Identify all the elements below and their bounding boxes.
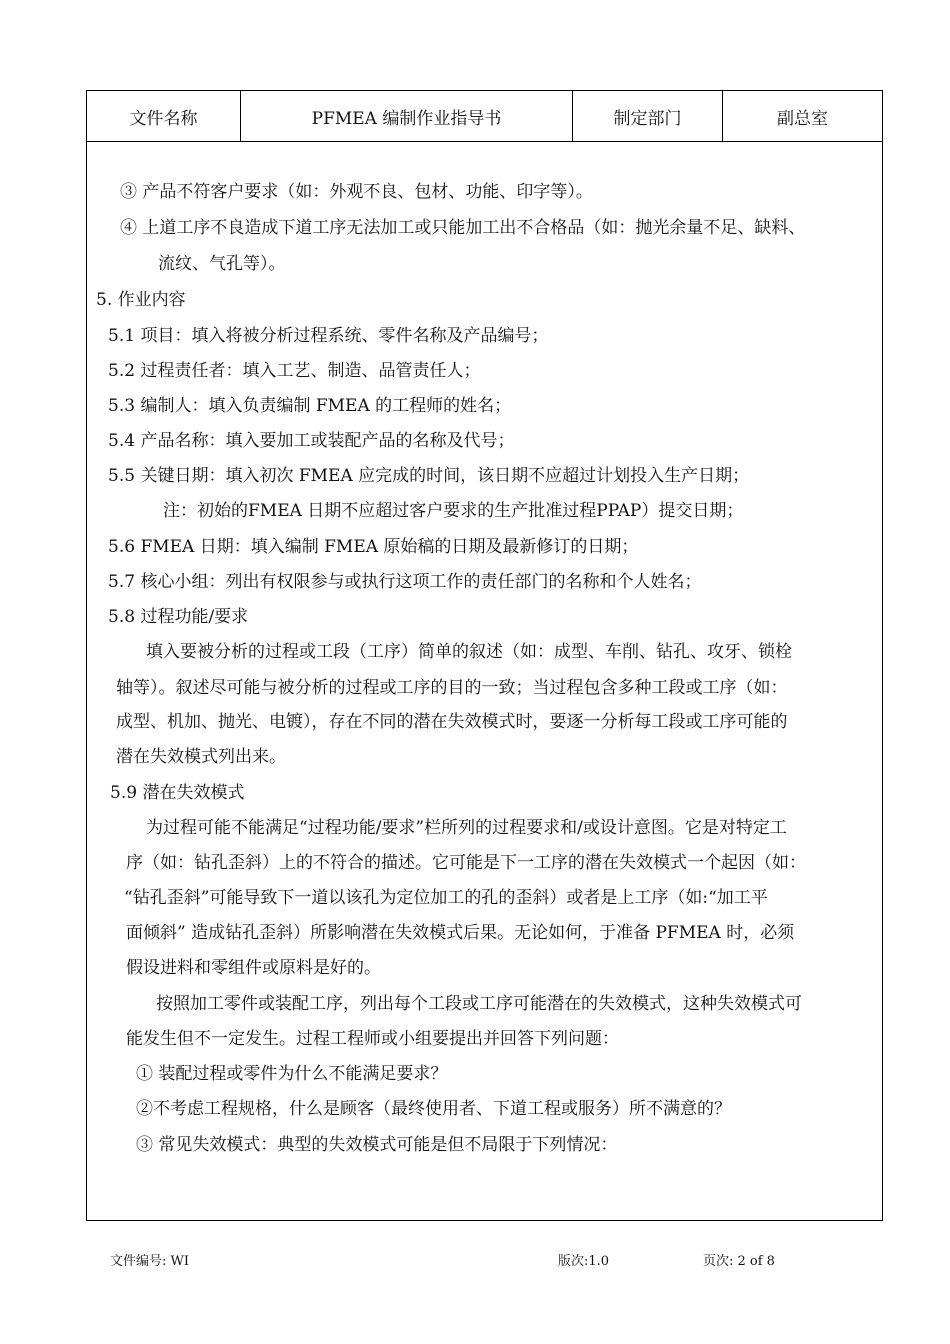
body-line: 5.2 过程责任者：填入工艺、制造、品管责任人；: [108, 361, 481, 381]
body-line: 5.4 产品名称：填入要加工或装配产品的名称及代号；: [108, 431, 515, 451]
body-line: ③ 产品不符客户要求（如：外观不良、包材、功能、印字等）。: [120, 182, 593, 202]
note-line: 注：初始的FMEA 日期不应超过客户要求的生产批准过程PPAP）提交日期；: [163, 501, 744, 521]
body-line: “钻孔歪斜”可能导致下一道以该孔为定位加工的孔的歪斜）或者是上工序（如:“加工平: [124, 888, 768, 908]
doc-name-value: PFMEA 编制作业指导书: [241, 91, 573, 141]
body-line: 轴等）。叙述尽可能与被分析的过程或工序的目的一致；当过程包含多种工段或工序（如：: [116, 678, 788, 698]
footer-page: 页次: 2 of 8: [703, 1254, 775, 1269]
body-line: 填入要被分析的过程或工段（工序）简单的叙述（如：成型、车削、钻孔、攻牙、锁栓: [146, 642, 792, 662]
body-line: 潜在失效模式列出来。: [116, 747, 286, 767]
doc-name-label: 文件名称: [87, 91, 241, 141]
body-line: ④ 上道工序不良造成下道工序无法加工或只能加工出不合格品（如：抛光余量不足、缺料、: [120, 218, 806, 238]
section-heading: 5.8 过程功能/要求: [108, 607, 249, 627]
header-table: [87, 91, 882, 142]
footer-doc-no: 文件编号: WI: [110, 1254, 190, 1269]
body-line: 面倾斜” 造成钻孔歪斜）所影响潜在失效模式后果。无论如何，于准备 PFMEA 时，必须: [126, 923, 795, 943]
body-line: ① 装配过程或零件为什么不能满足要求？: [136, 1064, 448, 1084]
body-line: 5.7 核心小组：列出有权限参与或执行这项工作的责任部门的名称和个人姓名；: [108, 572, 702, 592]
body-line: 假设进料和零组件或原料是好的。: [126, 958, 381, 978]
body-line: 5.1 项目：填入将被分析过程系统、零件名称及产品编号；: [108, 326, 549, 346]
body-line: ②不考虑工程规格，什么是顾客（最终使用者、下道工程或服务）所不满意的？: [136, 1099, 731, 1119]
body-line: 5.3 编制人：填入负责编制 FMEA 的工程师的姓名；: [108, 396, 512, 416]
body-line: 能发生但不一定发生。过程工程师或小组要提出并回答下列问题：: [126, 1029, 619, 1049]
body-line: 为过程可能不能满足“过程功能/要求”栏所列的过程要求和/或设计意图。它是对特定工: [146, 818, 787, 838]
body-line: 序（如：钻孔歪斜）上的不符合的描述。它可能是下一工序的潜在失效模式一个起因（如：: [126, 853, 806, 873]
body-line: 成型、机加、抛光、电镀），存在不同的潜在失效模式时，要逐一分析每工段或工序可能的: [116, 712, 788, 732]
body-line: 按照加工零件或装配工序，列出每个工段或工序可能潜在的失效模式，这种失效模式可: [156, 994, 802, 1014]
section-heading: 5.9 潜在失效模式: [110, 783, 245, 803]
section-heading: 5. 作业内容: [96, 290, 186, 310]
body-line: 5.5 关键日期：填入初次 FMEA 应完成的时间，该日期不应超过计划投入生产日期；: [108, 466, 750, 486]
footer-version: 版次:1.0: [558, 1254, 610, 1269]
dept-value: 副总室: [777, 108, 828, 129]
body-line: 流纹、气孔等）。: [158, 254, 286, 274]
body-line: 5.6 FMEA 日期：填入编制 FMEA 原始稿的日期及最新修订的日期；: [108, 537, 639, 557]
dept-label: 制定部门: [573, 91, 723, 141]
body-line: ③ 常见失效模式：典型的失效模式可能是但不局限于下列情况：: [136, 1135, 618, 1155]
